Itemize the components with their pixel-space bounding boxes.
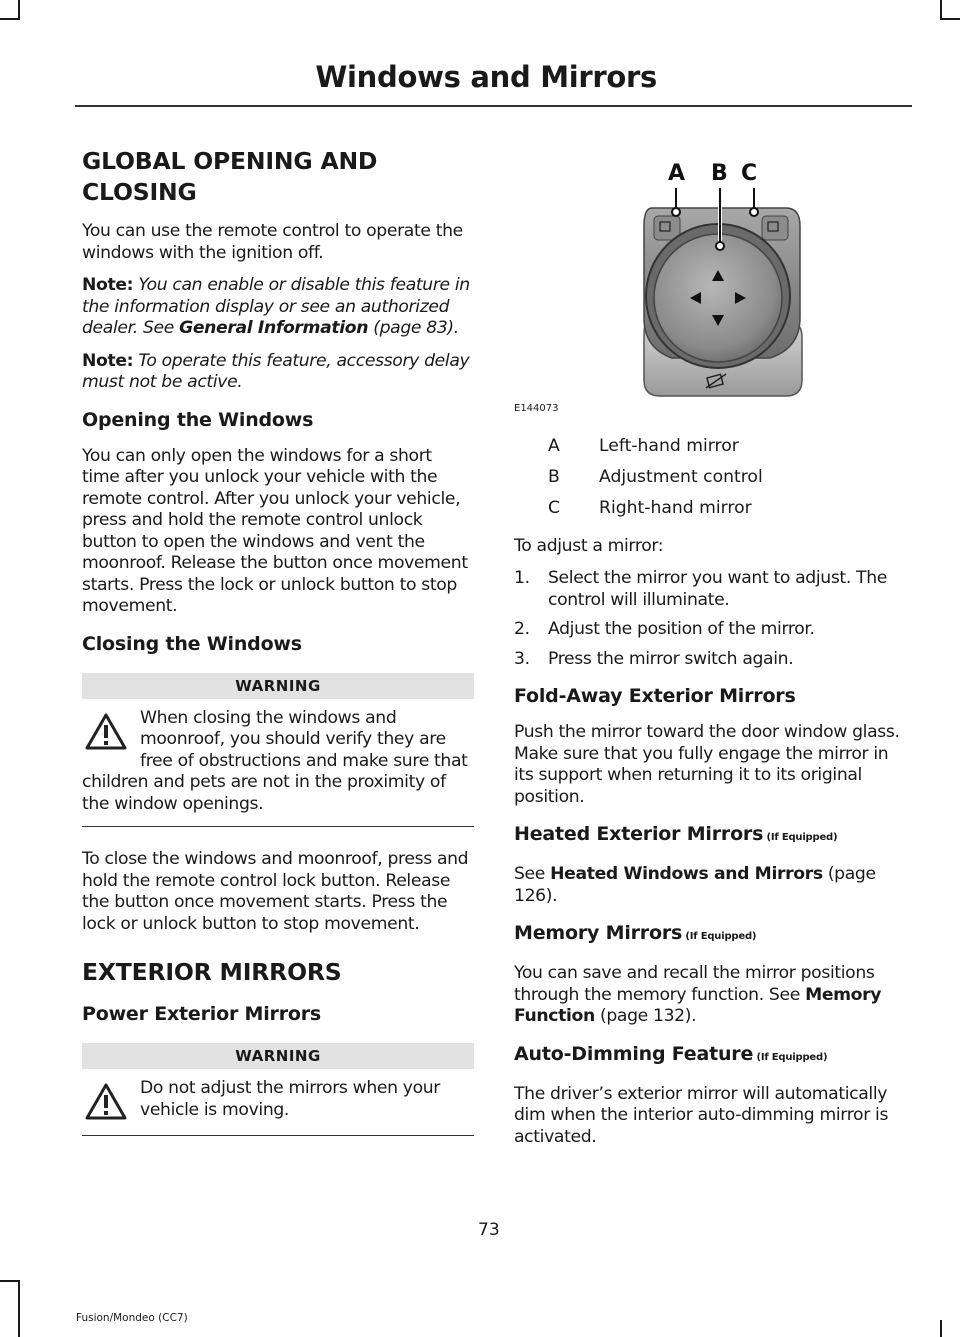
figure-id: E144073 [514, 403, 559, 414]
list-item: 2. Adjust the position of the mirror. [514, 619, 815, 639]
subheading-heated: Heated Exterior Mirrors (If Equipped) [514, 823, 838, 845]
warning-text: When closing the windows and moonroof, you should verify they are free of obstructions and make sure that children and pets are not in the proximity of the window openings. [82, 707, 468, 814]
page-number: 73 [478, 1220, 500, 1240]
link-memory-function[interactable]: Memory Function [514, 984, 882, 1026]
legend-row: A Left-hand mirror [548, 436, 739, 456]
crop-mark [0, 18, 20, 20]
page-header-title: Windows and Mirrors [315, 60, 657, 94]
crop-mark [18, 1280, 20, 1337]
warning-triangle-icon [84, 1082, 128, 1122]
warning-header: WARNING [82, 673, 474, 699]
adjust-steps-list [514, 568, 909, 670]
figure-label-a: A [668, 161, 686, 186]
section-heading-global: GLOBAL OPENING AND CLOSING [82, 147, 378, 206]
mirror-control-figure [514, 148, 914, 418]
section-heading-exterior-mirrors: EXTERIOR MIRRORS [82, 958, 342, 986]
figure-legend [514, 436, 909, 520]
warning-box-mirrors [82, 1043, 474, 1136]
mirror-switch-illustration [514, 148, 914, 418]
note-feature: Note: You can enable or disable this feature in the information display or see an authorized dealer. See General Information (page 83). [82, 275, 470, 338]
warning-triangle-icon [84, 712, 128, 752]
crop-mark [940, 18, 960, 20]
subheading-power-mirrors: Power Exterior Mirrors [82, 1003, 322, 1025]
note-accessory-delay: Note: To operate this feature, accessory delay must not be active. [82, 350, 470, 392]
crop-mark [940, 0, 942, 20]
subheading-fold-away: Fold-Away Exterior Mirrors [514, 685, 796, 707]
legend-row: C Right-hand mirror [548, 498, 752, 518]
crop-mark [18, 0, 20, 20]
header-rule [75, 105, 912, 107]
subheading-memory: Memory Mirrors (If Equipped) [514, 922, 757, 944]
paragraph-heated: See Heated Windows and Mirrors (page 126). [514, 864, 876, 906]
paragraph-fold-away: Push the mirror toward the door window glass. Make sure that you fully engage the mirror in its support when returning it to its original position. [514, 722, 900, 807]
left-column [82, 140, 474, 1158]
paragraph-remote: You can use the remote control to operate the windows with the ignition off. [82, 221, 463, 263]
paragraph-closing: To close the windows and moonroof, press and hold the remote control lock button. Release the button once movement starts. Press the lock or unlock button to stop movement. [82, 849, 469, 934]
footer-model: Fusion/Mondeo (CC7) [76, 1312, 188, 1324]
crop-mark [940, 1320, 942, 1337]
figure-label-c: C [741, 161, 758, 186]
crop-mark [0, 1280, 18, 1282]
paragraph-opening: You can only open the windows for a short time after you unlock your vehicle with the remote control. After you unlock your vehicle, press and hold the remote control unlock button to open the windows and vent the moonroof. Release the button once movement starts. Press the lock or unlock button to stop movement. [82, 445, 468, 616]
link-general-information[interactable]: General Information [179, 318, 369, 338]
right-column [514, 148, 909, 1159]
warning-text: Do not adjust the mirrors when your vehicle is moving. [140, 1078, 441, 1120]
list-item: 3. Press the mirror switch again. [514, 648, 794, 669]
subheading-closing: Closing the Windows [82, 632, 302, 655]
paragraph-auto-dimming: The driver’s exterior mirror will automatically dim when the interior auto-dimming mirror is activated. [514, 1083, 889, 1147]
paragraph-adjust: To adjust a mirror: [514, 535, 664, 556]
paragraph-memory: You can save and recall the mirror positions through the memory function. See Memory Function (page 132). [514, 963, 882, 1026]
list-item: 1. Select the mirror you want to adjust. The control will illuminate. [514, 568, 887, 610]
subheading-auto-dimming: Auto-Dimming Feature (If Equipped) [514, 1042, 828, 1065]
link-heated-windows-and-mirrors[interactable]: Heated Windows and Mirrors [550, 864, 823, 884]
figure-label-b: B [711, 161, 728, 186]
subheading-opening: Opening the Windows [82, 408, 314, 431]
warning-box-closing [82, 673, 474, 828]
legend-row: B Adjustment control [548, 467, 763, 487]
warning-header: WARNING [82, 1043, 474, 1069]
